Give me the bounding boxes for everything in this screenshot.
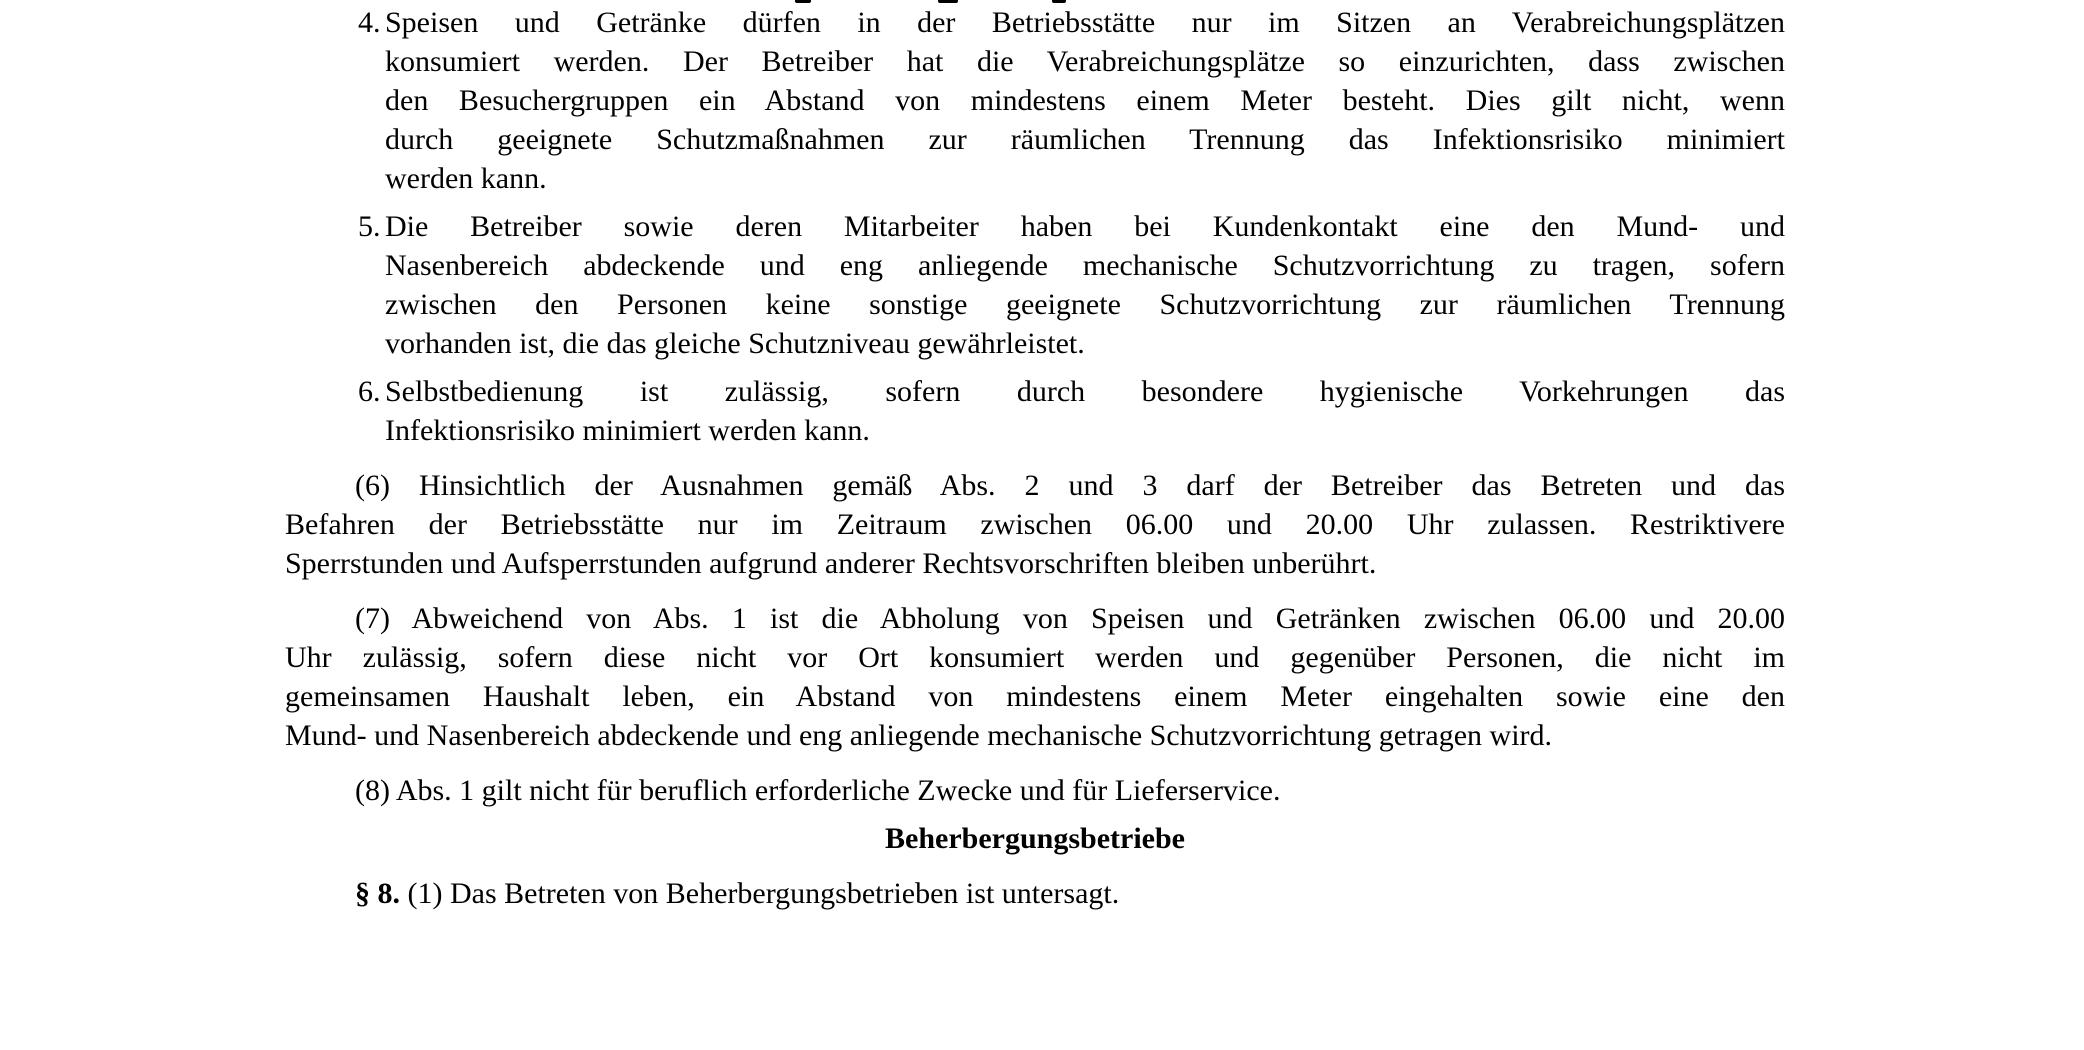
text-line: Uhr zulässig, sofern diese nicht vor Ort konsumiert werden und gegenüber Personen, die nicht im: [285, 641, 1785, 674]
page-content: [285, 3, 1785, 913]
section-8-lead: § 8.: [355, 877, 400, 910]
text-line: Infektionsrisiko minimiert werden kann.: [385, 414, 870, 447]
text-line: (8) Abs. 1 gilt nicht für beruflich erforderliche Zwecke und für Lieferservice.: [355, 774, 1281, 807]
text-line: vorhanden ist, die das gleiche Schutzniveau gewährleistet.: [385, 327, 1085, 360]
text-line: gemeinsamen Haushalt leben, ein Abstand von mindestens einem Meter eingehalten sowie eine den: [285, 680, 1785, 713]
text-line: Speisen und Getränke dürfen in der Betriebsstätte nur im Sitzen an Verabreichungsplätzen: [385, 6, 1785, 39]
text-line: Nasenbereich abdeckende und eng anliegende mechanische Schutzvorrichtung zu tragen, sofern: [385, 249, 1785, 282]
list-item-6: [285, 372, 1785, 450]
text-line: konsumiert werden. Der Betreiber hat die Verabreichungsplätze so einzurichten, dass zwischen: [385, 45, 1785, 78]
paragraph-6: [285, 466, 1785, 583]
section-8-text: (1) Das Betreten von Beherbergungsbetrieben ist untersagt.: [407, 877, 1120, 910]
text-line: (7) Abweichend von Abs. 1 ist die Abholung von Speisen und Getränken zwischen 06.00 und 20.00: [355, 602, 1785, 635]
list-item-number: 5.: [358, 210, 381, 243]
paragraph-7: [285, 599, 1785, 755]
text-line: Sperrstunden und Aufsperrstunden aufgrund anderer Rechtsvorschriften bleiben unberührt.: [285, 547, 1377, 580]
section-heading: Beherbergungsbetriebe: [885, 822, 1185, 855]
text-line: [285, 874, 1785, 913]
text-line: den Besuchergruppen ein Abstand von mindestens einem Meter besteht. Dies gilt nicht, wenn: [385, 84, 1785, 117]
list-item-number: 4.: [358, 6, 381, 39]
text-line: Befahren der Betriebsstätte nur im Zeitraum zwischen 06.00 und 20.00 Uhr zulassen. Restriktivere: [285, 508, 1785, 541]
text-line: (6) Hinsichtlich der Ausnahmen gemäß Abs. 2 und 3 darf der Betreiber das Betreten und das: [355, 469, 1785, 502]
paragraph-section-8: [285, 874, 1785, 913]
text-line: Selbstbedienung ist zulässig, sofern durch besondere hygienische Vorkehrungen das: [385, 375, 1785, 408]
paragraph-8: [285, 771, 1785, 810]
text-line: werden kann.: [385, 162, 547, 195]
text-line: Mund- und Nasenbereich abdeckende und eng anliegende mechanische Schutzvorrichtung getragen wird.: [285, 719, 1553, 752]
list-item-4: [285, 3, 1785, 198]
list-item-number: 6.: [358, 375, 381, 408]
text-line: durch geeignete Schutzmaßnahmen zur räumlichen Trennung das Infektionsrisiko minimiert: [385, 123, 1785, 156]
text-line: zwischen den Personen keine sonstige geeignete Schutzvorrichtung zur räumlichen Trennung: [385, 288, 1785, 321]
text-line: Die Betreiber sowie deren Mitarbeiter haben bei Kundenkontakt eine den Mund- und: [385, 210, 1785, 243]
list-item-5: [285, 207, 1785, 363]
